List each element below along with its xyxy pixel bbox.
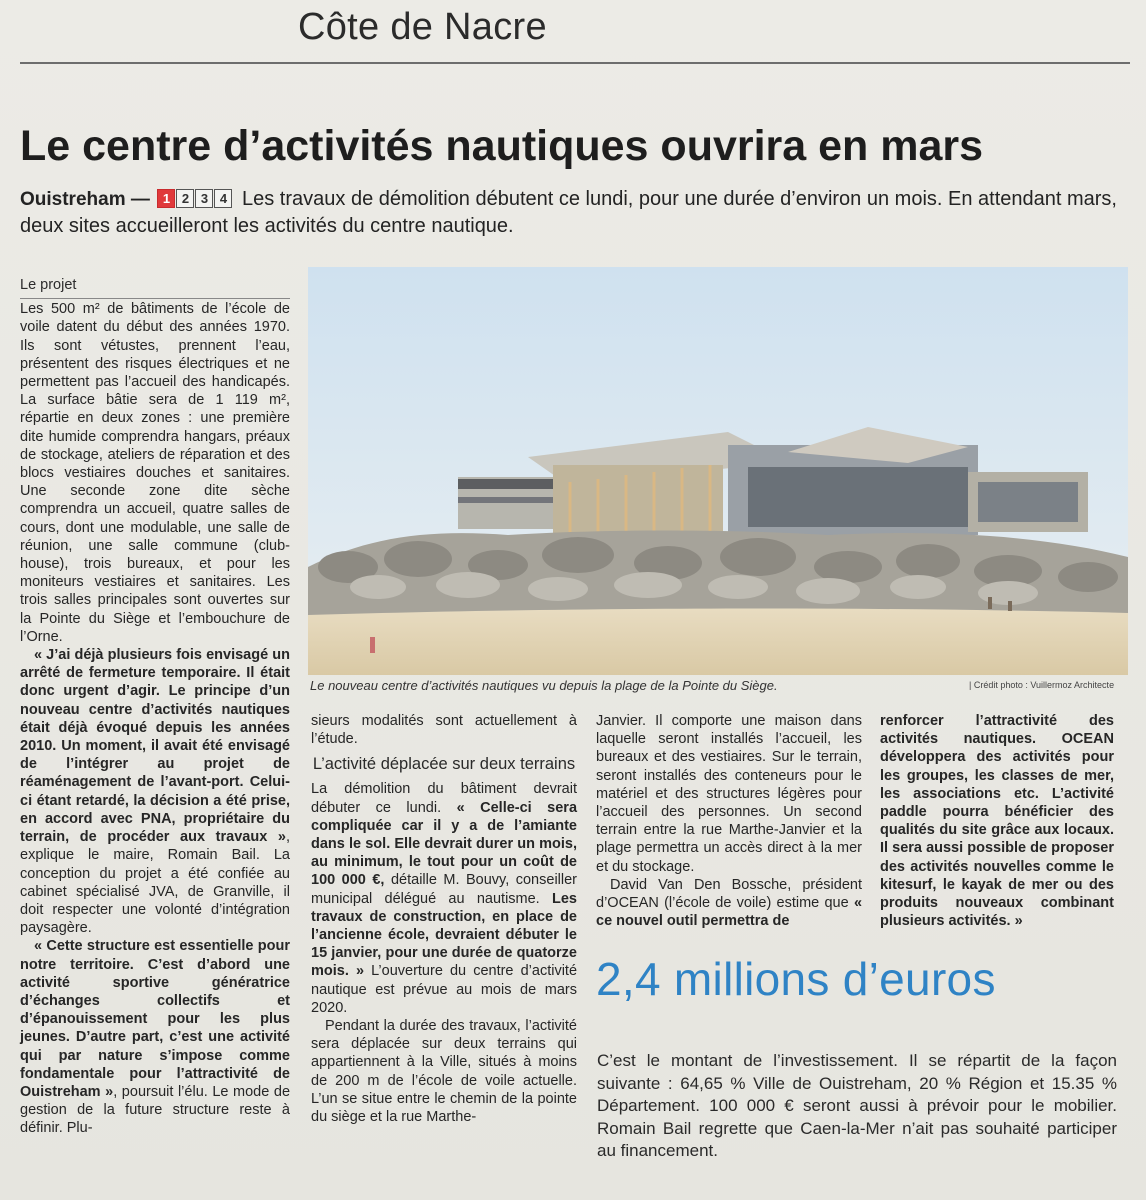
location-kicker: Ouistreham —	[20, 189, 150, 210]
rating-box-4: 4	[214, 189, 232, 208]
column-1	[20, 276, 290, 1138]
rating-boxes	[157, 189, 232, 208]
quote-attribution: , poursuit l’élu. Le mode de gestion de la future structure reste à définir. Plu-	[20, 1083, 291, 1137]
paragraph: La démolition du bâtiment devrait débuter ce lundi.	[311, 781, 577, 816]
investment-text: C’est le montant de l’investissement. Il se répartit de la façon suivante : 64,65 % Ville de Ouistreham, 20 % Région et 15.35 % Département. 100 000 € seront aussi à prévoir pour le mobilier. Romain Bail regrette que Caen-la-Mer n’ait pas souhaité participer au financement.	[597, 1051, 1117, 1160]
paragraph: Janvier. Il comporte une maison dans laquelle seront installés l’accueil, les bureaux et des vestiaires. Sur le terrain, seront installés des conteneurs pour le matériel et des structures légères pour l’accueil des personnes. Un second terrain entre la rue Marthe-Janvier et la plage permettra un accès direct à la mer et du stockage.	[596, 713, 862, 875]
quote: « ce nouvel outil permettra de	[596, 895, 863, 930]
quote: « J’ai déjà plusieurs fois envisagé un arrêté de fermeture temporaire. Il était donc urgent d’agir. Le principe d’un nouveau centre d’activités nautiques était déjà évoqué depuis les années 2010. Un moment, il avait été envisagé de l’intégrer au projet de réaménagement de l’avant-port. Celui-ci étant retardé, la décision a été prise, en accord avec PNA, propriétaire du terrain, de procéder aux travaux »	[20, 647, 290, 846]
column-3	[596, 712, 862, 930]
rating-box-1: 1	[157, 189, 175, 208]
photo-caption: Le nouveau centre d’activités nautiques vu depuis la plage de la Pointe du Siège.	[310, 678, 778, 693]
building-photo	[308, 267, 1128, 675]
quote: « Celle-ci sera compliquée car il y a de l’amiante dans le sol. Elle devrait durer un mois, au minimum, le tout pour un coût de 100 000 €,	[311, 799, 578, 889]
article-lede	[20, 186, 1120, 239]
quote: « Cette structure est essentielle pour notre territoire. C’est d’abord une activité sportive génératrice d’échanges collectifs et d’épanouissement pour les plus jeunes. D’autre part, c’est une activité qui par nature s’impose comme fondamentale pour l’attractivité de Ouistreham »	[20, 938, 290, 1100]
lede-text: Les travaux de démolition débutent ce lundi, pour une durée d’environ un mois. En attendant mars, deux sites accueilleront les activités du centre nautique.	[20, 188, 1117, 237]
quote-attribution: , explique le maire, Romain Bail. La conception du projet a été confiée au cabinet spécialisé JVA, de Granville, il doit respecter une volonté d’intégration paysagère.	[20, 829, 290, 937]
paragraph: L’ouverture du centre d’activité nautique est prévue au mois de mars 2020.	[311, 963, 578, 1016]
subheading: L’activité déplacée sur deux terrains	[312, 755, 576, 774]
article-headline: Le centre d’activités nautiques ouvrira en mars	[20, 122, 984, 170]
investment-figure: 2,4 millions d’euros	[596, 953, 996, 1005]
photo-credit: | Crédit photo : Vuillermoz Architecte	[969, 680, 1115, 690]
top-divider	[20, 62, 1130, 64]
paragraph: David Van Den Bossche, président d’OCEAN (l’école de voile) estime que	[596, 876, 862, 912]
paragraph: sieurs modalités sont actuellement à l’étude.	[311, 713, 577, 748]
quote: Les travaux de construction, en place de l’ancienne école, devraient débuter le 15 janvier, pour une durée de quatorze mois. »	[311, 890, 578, 980]
quote: renforcer l’attractivité des activités nautiques. OCEAN développera des activités pour les groupes, les classes de mer, les associations etc. L’activité paddle pourra bénéficier des qualités du site grâce aux locaux. Il sera aussi possible de proposer des activités nouvelles comme le kitesurf, le kayak de mer ou des produits nouveaux combinant plusieurs activités. »	[880, 713, 1114, 930]
column-4	[880, 712, 1114, 930]
rating-box-2: 2	[176, 189, 194, 208]
column-2	[311, 712, 577, 1126]
paragraph: Pendant la durée des travaux, l’activité sera déplacée sur deux terrains qui appartiennent à la Ville, situés à moins de 200 m de l’école de voile actuelle. L’un se situe entre le chemin de la pointe du siège et la rue Marthe-	[311, 1018, 577, 1126]
section-label: Le projet	[20, 277, 77, 293]
section-title: Côte de Nacre	[298, 6, 547, 48]
architect-rendering-image	[308, 267, 1128, 675]
rating-box-3: 3	[195, 189, 213, 208]
quote-attribution: détaille M. Bouvy, conseiller municipal délégué au nautisme.	[311, 872, 577, 907]
label-divider	[20, 298, 290, 299]
paragraph: Les 500 m² de bâtiments de l’école de voile datent du début des années 1970. Ils sont vétustes, prennent l’eau, présentent des risques électriques et ne permettent pas l’accueil des handicapés. La surface bâtie sera de 1 119 m², répartie en deux zones : une première dite humide comprendra hangars, préaux de stockage, ateliers de réparation et des blocs vestiaires douches et sanitaires. Une seconde zone dite sèche comprendra un accueil, quatre salles de cours, dont une modulable, une salle de réunion, une salle commune (club-house), trois bureaux, et pour les moniteurs vestiaires et sanitaires. Les trois salles principales sont ouvertes sur la Pointe du Siège et l’embouchure de l’Orne.	[20, 301, 290, 645]
